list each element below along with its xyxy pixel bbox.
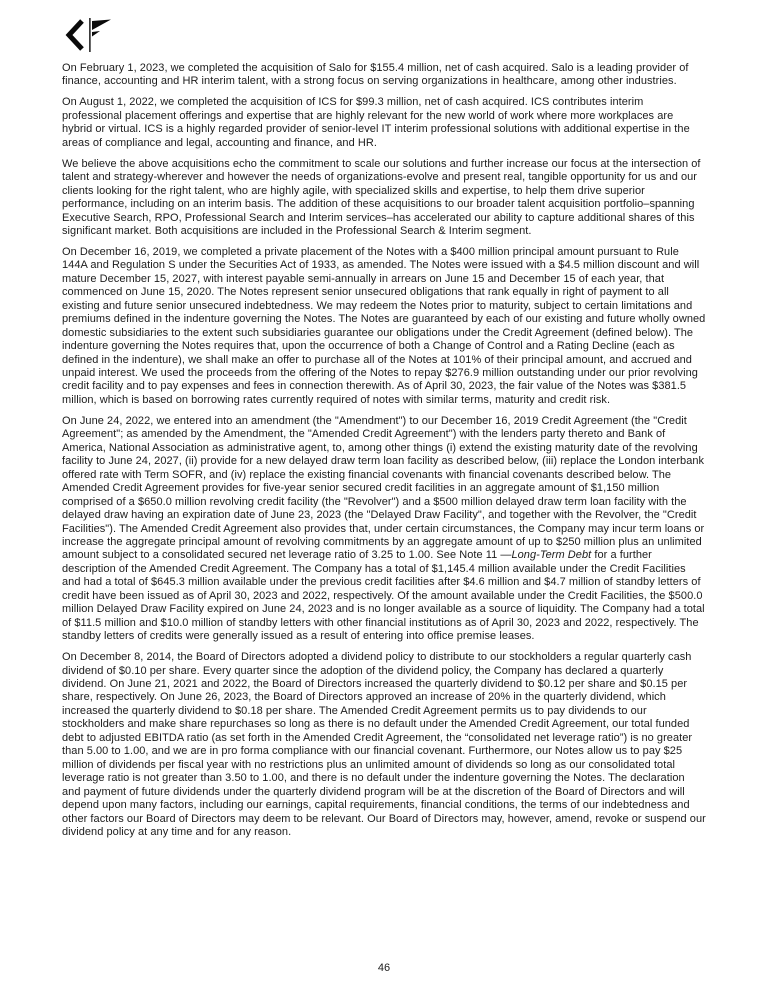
paragraph-dividend-policy: On December 8, 2014, the Board of Directors adopted a dividend policy to distribute to our stockholders a regular quarterly cash dividend of $0.10 per share. Every quarter since the adoption of the dividend policy, the Company has declared a quarterly dividend. On June 21, 2021 and 2022, the Board of Directors increased the quarterly dividend to $0.12 per share and $0.15 per share, respectively. On June 26, 2023, the Board of Directors approved an increase of 20% in the quarterly dividend, which increased the quarterly dividend to $0.18 per share. The Amended Credit Agreement permits us to pay dividends to our stockholders and make share repurchases so long as there is no default under the Amended Credit Agreement, our total funded debt to adjusted EBITDA ratio (as set forth in the Amended Credit Agreement, the “consolidated net leverage ratio”) is no greater than 5.00 to 1.00, and we are in pro forma compliance with our financial covenant. Furthermore, our Notes allow us to pay $25 million of dividends per fiscal year with no restrictions plus an unlimited amount of dividends so long as our consolidated total leverage ratio is not greater than 3.50 to 1.00, and there is no default under the indenture governing the Notes. The declaration and payment of future dividends under the quarterly dividend program will be at the discretion of the Board of Directors and will depend upon many factors, including our earnings, capital requirements, financial conditions, the terms of our indebtedness and other factors our Board of Directors may deem to be relevant. Our Board of Directors may, however, amend, revoke or suspend our dividend policy at any time and for any reason.	[62, 651, 706, 838]
page-number: 46	[377, 962, 391, 974]
kf-monogram-icon	[62, 18, 118, 52]
korn-ferry-logo	[62, 18, 706, 52]
paragraph-salo-acquisition: On February 1, 2023, we completed the acquisition of Salo for $155.4 million, net of cash acquired. Salo is a leading provider of finance, accounting and HR interim talent, with a strong focus on serving organizations in healthcare, among other industries.	[62, 62, 689, 88]
document-body	[62, 62, 706, 839]
paragraph-ics-acquisition: On August 1, 2022, we completed the acquisition of ICS for $99.3 million, net of cash acquired. ICS contributes interim professional placement offerings and expertise that are highly relevant for the new world of work where more workplaces are hybrid or virtual. ICS is a highly regarded provider of senior-level IT interim professional solutions with additional expertise in the areas of compliance and legal, accounting and finance, and HR.	[62, 96, 690, 149]
credit-paragraph-text-continued: for a further description of the Amended Credit Agreement. The Company has a total of $1,145.4 million available under the Credit Facilities and had a total of $645.3 million available under the previous credit facilities after $4.6 million and $4.7 million of standby letters of credit have been issued as of April 30, 2023 and 2022, respectively. Of the amount available under the Credit Facilities, the $500.0 million Delayed Draw Facility expired on June 24, 2023 and is no longer available as a source of liquidity. The Company had a total of $11.5 million and $10.0 million of standby letters with other financial institutions as of April 30, 2023 and 2022, respectively. The standby letters of credits were generally issued as a result of entering into office premise leases.	[62, 549, 705, 643]
credit-paragraph-text: On June 24, 2022, we entered into an amendment (the "Amendment") to our December 16, 2019 Credit Agreement (the "Credit Agreement"; as amended by the Amendment, the "Amended Credit Agreement") with the lenders party thereto and Bank of America, National Association as administrative agent, to, among other things (i) extend the existing maturity date of the revolving facility to June 24, 2027, (ii) provide for a new delayed draw term loan facility as described below, (iii) replace the London interbank offered rate with Term SOFR, and (iv) replace the existing financial covenants with financial covenants described below. The Amended Credit Agreement provides for five-year senior secured credit facilities in an aggregate amount of $1,150 million comprised of a $650.0 million revolving credit facility (the "Revolver") and a $500 million delayed draw term loan facility with the delayed draw having an expiration date of June 23, 2023 (the "Delayed Draw Facility", and together with the Revolver, the "Credit Facilities"). The Amended Credit Agreement also provides that, under certain circumstances, the Company may incur term loans or increase the aggregate principal amount of revolving commitments by an aggregate amount of up to $250 million plus an unlimited amount subject to a consolidated secured net leverage ratio of 3.25 to 1.00. See Note 11 —	[62, 414, 705, 562]
credit-paragraph-italic-note-reference: Long-Term Debt	[511, 549, 592, 562]
paragraph-acquisitions-commentary: We believe the above acquisitions echo the commitment to scale our solutions and further increase our focus at the intersection of talent and strategy-wherever and however the needs of organizations-evolve and present real, tangible opportunity for us and our clients looking for the right talent, who are highly agile, with specialized skills and expertise, to help them drive superior performance, including on an interim basis. The addition of these acquisitions to our broader talent acquisition portfolio–spanning Executive Search, RPO, Professional Search and Interim services–has accelerated our ability to capture additional shares of this significant market. Both acquisitions are included in the Professional Search & Interim segment.	[62, 157, 701, 237]
paragraph-notes-private-placement: On December 16, 2019, we completed a private placement of the Notes with a $400 million principal amount pursuant to Rule 144A and Regulation S under the Securities Act of 1933, as amended. The Notes were issued with a $4.5 million discount and will mature December 15, 2027, with interest payable semi-annually in arrears on June 15 and December 15 of each year, that commenced on June 15, 2020. The Notes represent senior unsecured obligations that rank equally in right of payment to all existing and future senior unsecured indebtedness. We may redeem the Notes prior to maturity, subject to certain limitations and premiums defined in the indenture governing the Notes. The Notes are guaranteed by each of our existing and future wholly owned domestic subsidiaries to the extent such subsidiaries guarantee our obligations under the Credit Agreement (defined below). The indenture governing the Notes requires that, upon the occurrence of both a Change of Control and a Rating Decline (each as defined in the indenture), we shall make an offer to purchase all of the Notes at 101% of their principal amount, and accrued and unpaid interest. We used the proceeds from the offering of the Notes to repay $276.9 million outstanding under our prior revolving credit facility and to pay expenses and fees in connection therewith. As of April 30, 2023, the fair value of the Notes was $381.5 million, which is based on borrowing rates currently required of notes with similar terms, maturity and credit risk.	[62, 245, 706, 406]
paragraph-credit-agreement-amendment	[62, 415, 706, 644]
